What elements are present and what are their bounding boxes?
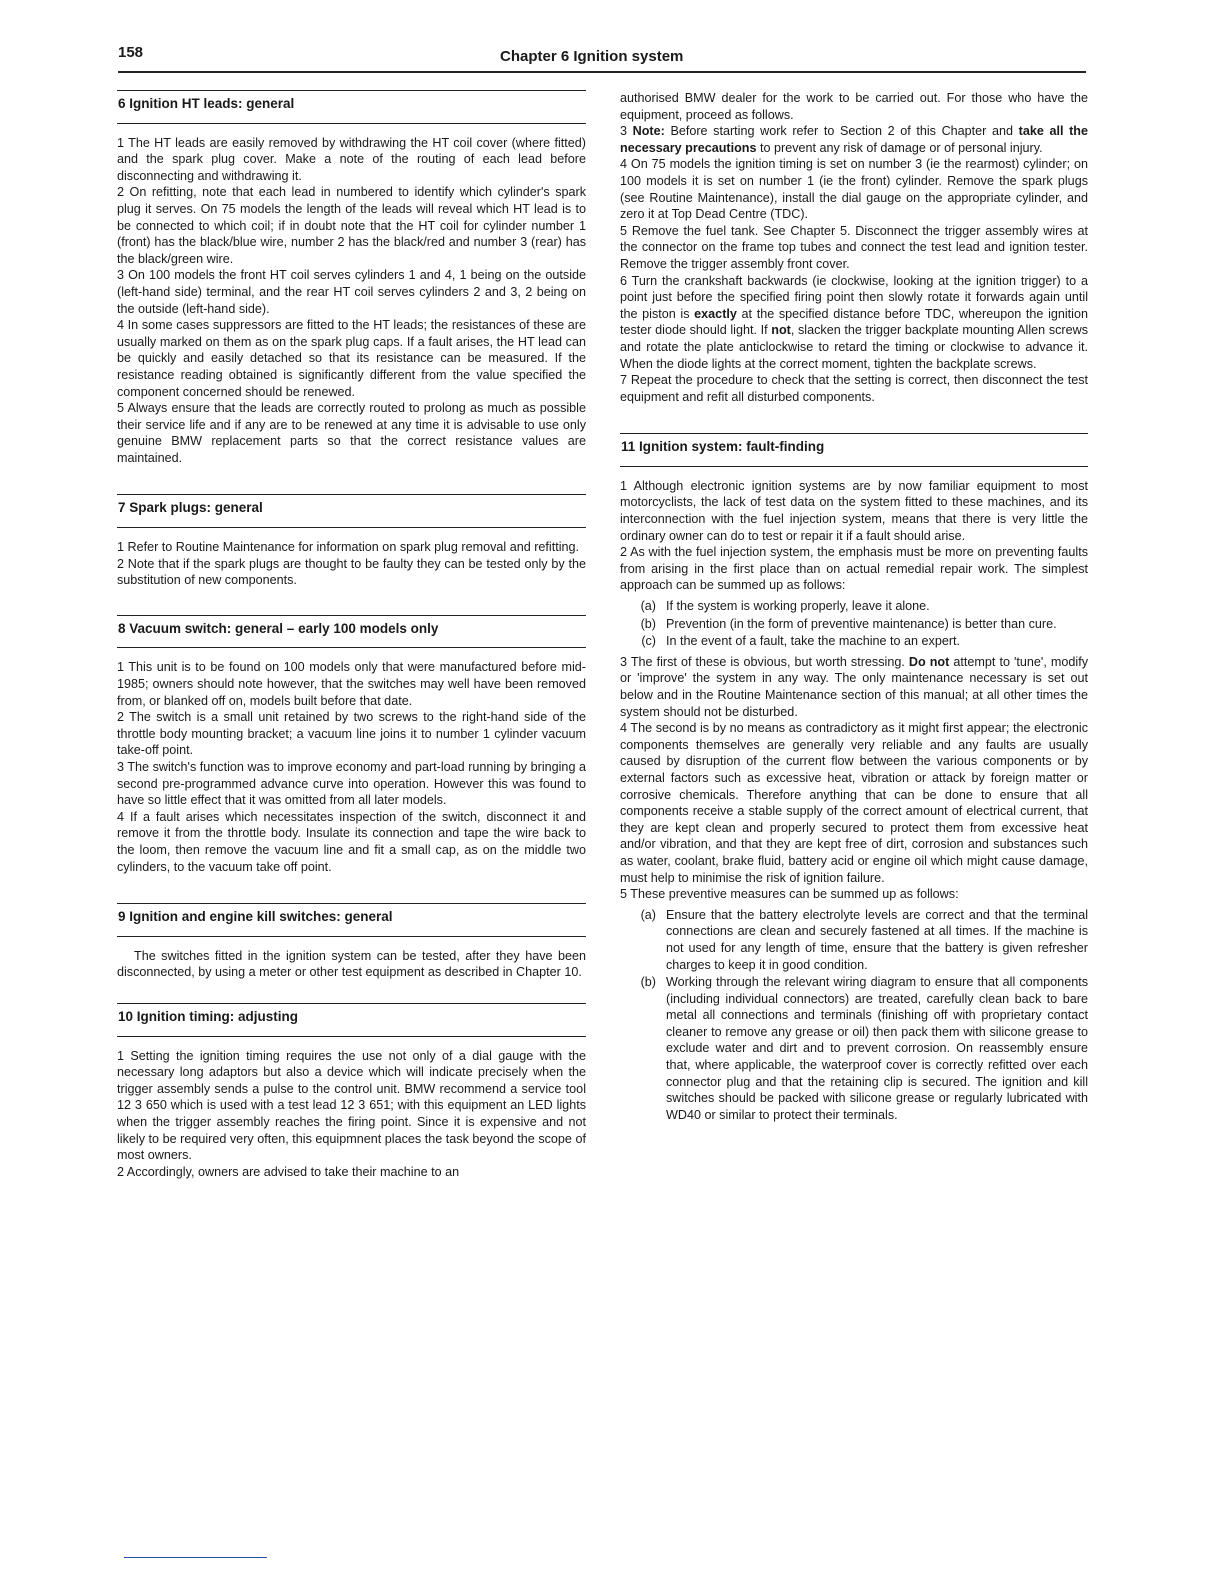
paragraph: 2 As with the fuel injection system, the emphasis must be more on preventing faults from arising in the first place than on actual remedial repair work. The simplest approach can be summed up as follows:	[620, 545, 1088, 593]
list-item	[620, 974, 1088, 1123]
emphasis: not	[771, 323, 791, 338]
text: 6 Turn the crankshaft backwards (ie clockwise, looking at the ignition trigger) to a point just before the specified firing point then slowly rotate it forwards again until the piston is	[620, 273, 1088, 321]
list-item-text: In the event of a fault, take the machine to an expert.	[666, 634, 961, 649]
list-item	[620, 907, 1088, 973]
paragraph	[620, 123, 1088, 156]
emphasis: take all the necessary precautions	[620, 124, 1088, 155]
paragraph: authorised BMW dealer for the work to be carried out. For those who have the equipment, proceed as follows.	[620, 91, 1088, 122]
list-item-label: (a)	[640, 599, 656, 614]
paragraph: 3 On 100 models the front HT coil serves cylinders 1 and 4, 1 being on the outside (left-hand side) terminal, and the rear HT coil serves cylinders 2 and 3, 2 being on the outside (left-hand side).	[117, 268, 586, 316]
paragraph: 2 Note that if the spark plugs are thought to be faulty they can be tested only by the substitution of new components.	[117, 556, 586, 588]
section-10	[117, 1003, 586, 1180]
paragraph-number: 3	[620, 124, 633, 139]
paragraph: 1 Setting the ignition timing requires the use not only of a dial gauge with the necessary long adaptors but also a device which will indicate precisely when the trigger assembly sends a pulse to the control unit. BMW recommend a service tool 12 3 650 which is used with a test lead 12 3 651; with this equipment an LED lights when the trigger assembly reaches the firing point. Since it is expensive and not likely to be required very often, this equipmnent places the task beyond the scope of most owners.	[117, 1048, 586, 1163]
list-item-text: If the system is working properly, leave it alone.	[666, 599, 930, 614]
paragraph: 4 If a fault arises which necessitates inspection of the switch, disconnect it and remove it from the throttle body. Insulate its connection and tape the wire back to the loom, then remove the vacuum line and fit a small cap, as on the middle two cylinders, to the vacuum take off point.	[117, 809, 586, 874]
emphasis: Note:	[632, 124, 665, 139]
paragraph: 4 In some cases suppressors are fitted to the HT leads; the resistances of these are usually marked on them as on the spark plug caps. If a fault arises, the HT lead can be quickly and easily detached so that its resistance can be measured. If the resistance reading obtained is significantly different from the value specified the component concerned should be renewed.	[117, 318, 586, 399]
paragraph: 1 Refer to Routine Maintenance for information on spark plug removal and refitting.	[117, 540, 580, 555]
section-6	[117, 90, 586, 466]
section-title: 11 Ignition system: fault-finding	[620, 433, 1088, 467]
section-title: 8 Vacuum switch: general – early 100 models only	[117, 615, 586, 649]
section-title: 6 Ignition HT leads: general	[117, 90, 586, 124]
footer-line	[124, 1557, 267, 1558]
list-item	[620, 598, 1088, 615]
paragraph: 1 The HT leads are easily removed by withdrawing the HT coil cover (where fitted) and the spark plug cover. Make a note of the routing of each lead before disconnecting and withdrawing it.	[117, 135, 586, 183]
section-7	[117, 494, 586, 588]
paragraph: 5 These preventive measures can be summed up as follows:	[620, 887, 959, 902]
list-item	[620, 616, 1088, 633]
emphasis: Do not	[908, 654, 950, 669]
section-9	[117, 903, 586, 981]
section-title: 10 Ignition timing: adjusting	[117, 1003, 586, 1037]
list-item-text: Working through the relevant wiring diagram to ensure that all components (including individual connectors) are treated, carefully clean back to bare metal all connections and terminals (finishing off with proprietary contact cleaner to remove any grease or oil) then pack them with silicone grease to exclude water and dirt and to prevent corrosion. On reassembly ensure that, where applicable, the waterproof cover is correctly refitted over each connector plug and that the retaining clip is secured. The ignition and kill switches should be packed with silicone grease or regularly lubricated with WD40 or similar to protect their terminals.	[666, 975, 1088, 1122]
right-column	[620, 90, 1088, 1145]
paragraph: 1 Although electronic ignition systems are by now familiar equipment to most motorcyclists, the lack of test data on the system fitted to these machines, and its interconnection with the fuel injection system, means that there is very little the ordinary owner can do to test or repair it if a fault should arise.	[620, 478, 1088, 543]
paragraph: 4 The second is by no means as contradictory as it might first appear; the electronic components themselves are generally very reliable and any faults are usually caused by disruption of the current flow between the various components or by external factors such as excessive heat, vibration or attack by foreign matter or corrosive chemicals. Therefore anything that can be done to ensure that all components receive a stable supply of the correct amount of electrical current, that they are kept clean and properly secured to protect them from excessive heat and/or vibration, and that they are kept free of dirt, corrosion and substances such as water, coolant, brake fluid, battery acid or engine oil which might cause damage, must help to minimise the risk of ignition failure.	[620, 721, 1088, 885]
list-item-text: Ensure that the battery electrolyte levels are correct and that the terminal connections are clean and securely fastened at all times. If the machine is not used for any length of time, ensure that the battery is given refresher charges to keep it in good condition.	[666, 907, 1088, 972]
list-item-label: (a)	[640, 907, 656, 922]
paragraph: 2 The switch is a small unit retained by two screws to the right-hand side of the throttle body mounting bracket; a vacuum line joins it to number 1 cylinder vacuum take-off point.	[117, 710, 586, 758]
paragraph: 2 On refitting, note that each lead in numbered to identify which cylinder's spark plug it serves. On 75 models the length of the leads will reveal which HT lead is to be connected to which coil; if in doubt note that the HT coil for cylinder number 1 (front) has the black/blue wire, number 2 has the black/red and number 3 (rear) has the black/green wire.	[117, 185, 586, 266]
text: at the specified distance before TDC, whereupon the ignition tester diode should light. If	[620, 306, 1088, 338]
page-header	[118, 44, 1086, 72]
list-item-label: (c)	[641, 634, 656, 649]
text: Before starting work refer to Section 2 of this Chapter and	[664, 124, 1019, 139]
sub-list	[620, 907, 1088, 1124]
section-title: 9 Ignition and engine kill switches: general	[117, 903, 586, 937]
sub-list	[620, 598, 1088, 650]
left-column	[117, 90, 586, 1202]
paragraph: 7 Repeat the procedure to check that the setting is correct, then disconnect the test equipment and refit all disturbed components.	[620, 373, 1088, 404]
section-title: 7 Spark plugs: general	[117, 494, 586, 528]
paragraph: 3 The switch's function was to improve economy and part-load running by bringing a second pre-programmed advance curve into operation. However this was found to have so little effect that it was omitted from all later models.	[117, 760, 586, 808]
list-item-label: (b)	[640, 975, 656, 990]
paragraph: 5 Remove the fuel tank. See Chapter 5. Disconnect the trigger assembly wires at the connector on the frame top tubes and connect the test lead and ignition tester. Remove the trigger assembly front cover.	[620, 223, 1088, 271]
section-11	[620, 433, 1088, 1123]
paragraph: 1 This unit is to be found on 100 models only that were manufactured before mid-1985; owners should note however, that the switches may well have been removed from, or blanked off on, models built before that date.	[117, 660, 586, 708]
paragraph: 2 Accordingly, owners are advised to take their machine to an	[117, 1164, 460, 1179]
header-rule	[118, 71, 1086, 73]
list-item-text: Prevention (in the form of preventive maintenance) is better than cure.	[666, 616, 1057, 631]
chapter-title: Chapter 6 Ignition system	[500, 48, 684, 65]
text: , slacken the trigger backplate mounting Allen screws and rotate the plate anticlockwise to retard the timing or clockwise to advance it. When the diode lights at the correct moment, tighten the backplate screws.	[620, 323, 1088, 371]
list-item-label: (b)	[640, 616, 656, 631]
text: to prevent any risk of damage or of personal injury.	[756, 140, 1043, 155]
paragraph: 5 Always ensure that the leads are correctly routed to prolong as much as possible their service life and if any are to be renewed at any time it is advisable to use only genuine BMW replacement parts so that the correct resistance values are maintained.	[117, 401, 586, 465]
emphasis: exactly	[694, 306, 737, 321]
text: attempt to 'tune', modify or 'improve' the system in any way. The only maintenance necessary is set out below and in the Routine Maintenance section of this manual; at all other times the system should not be disturbed.	[620, 654, 1088, 719]
paragraph: The switches fitted in the ignition system can be tested, after they have been disconnected, by using a meter or other test equipment as described in Chapter 10.	[117, 948, 586, 980]
section-10-continued	[620, 90, 1088, 405]
paragraph	[620, 273, 1088, 373]
paragraph: 4 On 75 models the ignition timing is set on number 3 (ie the rearmost) cylinder; on 100 models it is set on number 1 (ie the front) cylinder. Remove the spark plugs (see Routine Maintenance), install the dial gauge on the appropriate cylinder, and zero it at Top Dead Centre (TDC).	[620, 157, 1088, 222]
paragraph	[620, 654, 1088, 720]
page-number: 158	[118, 44, 144, 61]
text: 3 The first of these is obvious, but worth stressing.	[620, 654, 909, 669]
list-item	[620, 633, 1088, 650]
section-8	[117, 615, 586, 875]
